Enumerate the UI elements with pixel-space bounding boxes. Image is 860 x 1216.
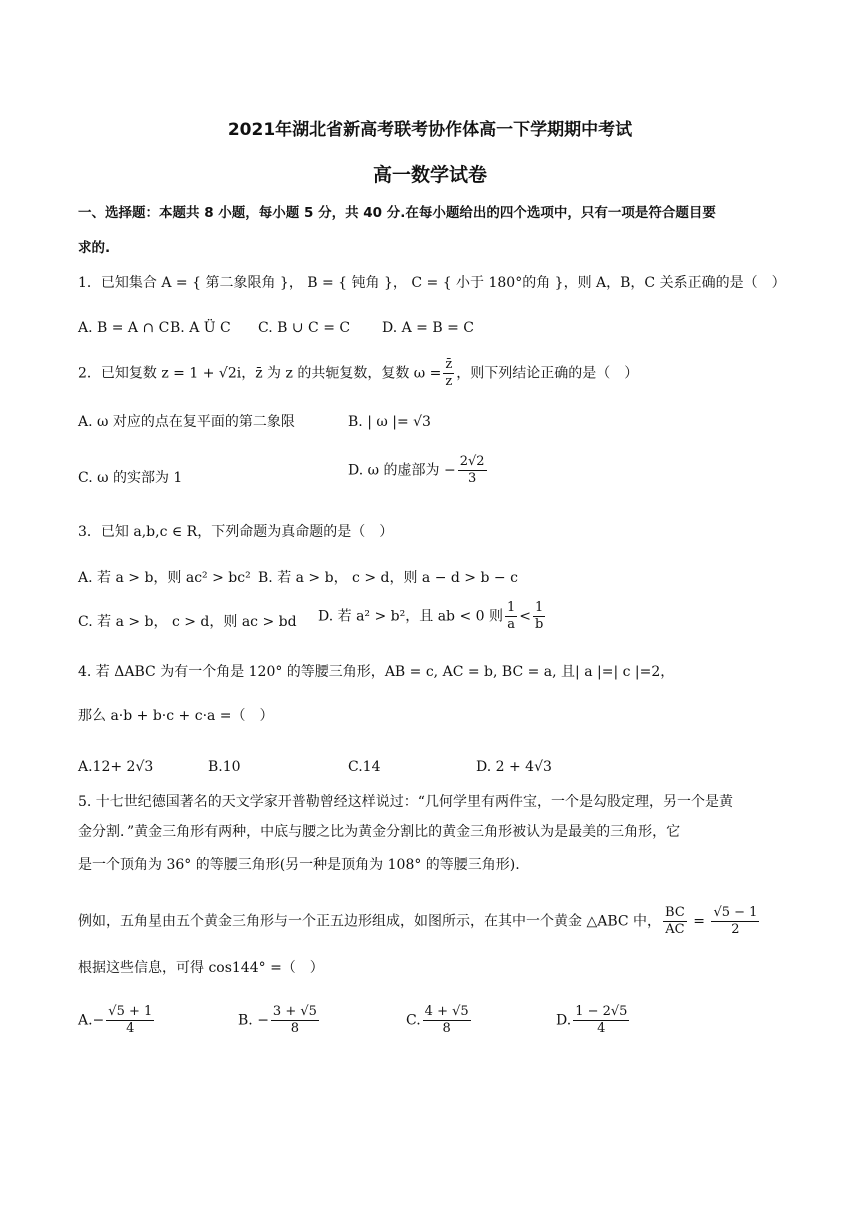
- option-d-fraction: [458, 454, 487, 487]
- question-5-line5: 根据这些信息，可得 cos144° =（ ）: [78, 960, 324, 976]
- fraction-numerator: √5 − 1: [713, 905, 758, 920]
- question-4-option-c: C.14: [348, 759, 381, 775]
- question-5-line4-text: 例如，五角星由五个黄金三角形与一个正五边形组成，如图所示，在其中一个黄金 △ABC 中，: [78, 913, 662, 930]
- question-5-option-d: [556, 1004, 631, 1037]
- question-5-option-c: [406, 1004, 473, 1037]
- question-4-stem-a: 4. 若 ΔABC 为有一个角是 120° 的等腰三角形，: [78, 664, 385, 680]
- question-2-stem-b: z̄ 为 z 的共轭复数，复数 ω =: [255, 365, 442, 382]
- fraction-numerator: 3 + √5: [272, 1004, 317, 1019]
- question-1-option-a: A. B = A ∩ C: [78, 320, 170, 336]
- question-1-option-d: D. A = B = C: [382, 320, 474, 336]
- question-3-option-c: C. 若 a > b， c > d，则 ac > bd: [78, 614, 297, 630]
- option-d-fraction-1: [505, 600, 517, 633]
- question-4-stem: [78, 662, 674, 682]
- question-5-line1: 5. 十七世纪德国著名的天文学家开普勒曾经这样说过：“几何学里有两件宝，一个是勾股定理，另一个是黄: [78, 794, 733, 810]
- question-5-line3: 是一个顶角为 36° 的等腰三角形(另一种是顶角为 108° 的等腰三角形).: [78, 857, 520, 873]
- fraction-numerator: 1: [535, 600, 544, 615]
- option-d-fraction-2: [533, 600, 545, 633]
- fraction-denominator: 2: [731, 922, 740, 937]
- option-d-text: D. 若 a² > b²，且 ab < 0 则: [318, 608, 503, 625]
- exam-title: 2021年湖北省新高考联考协作体高一下学期期中考试: [227, 120, 633, 140]
- less-than-sign: <: [519, 608, 532, 625]
- fraction-numerator: BC: [665, 905, 685, 920]
- option-label: A.−: [78, 1012, 105, 1029]
- fraction-denominator: b: [534, 617, 544, 632]
- fraction-numerator: √5 + 1: [108, 1004, 153, 1019]
- question-3-stem: 3．已知 a,b,c ∈ R，下列命题为真命题的是（ ）: [78, 524, 394, 540]
- fraction-denominator: z: [445, 374, 453, 389]
- option-fraction: [423, 1004, 471, 1037]
- question-2-option-a: A. ω 对应的点在复平面的第二象限: [78, 414, 295, 430]
- option-fraction: [271, 1004, 319, 1037]
- question-4-stem-b: AB = c, AC = b, BC = a, 且| a |=| c |=2，: [384, 664, 675, 680]
- question-1-option-b: B. A Ü C: [170, 320, 231, 336]
- fraction-numerator: 1: [507, 600, 516, 615]
- question-4-option-d: D. 2 + 4√3: [476, 759, 552, 775]
- question-2-stem-c: ，则下列结论正确的是（ ）: [456, 365, 639, 382]
- question-2-option-b: B. | ω |= √3: [348, 414, 431, 430]
- fraction-numerator: 1 − 2√5: [575, 1004, 628, 1019]
- question-3-option-a: A. 若 a > b，则 ac² > bc²: [78, 570, 251, 586]
- ratio-right-fraction: [711, 905, 759, 938]
- option-label: D.: [556, 1012, 572, 1029]
- section-heading-line1: 一、选择题：本题共 8 小题，每小题 5 分，共 40 分.在每小题给出的四个选项中，只有一项是符合题目要: [78, 205, 716, 221]
- question-5-option-b: [238, 1004, 321, 1037]
- option-fraction: [573, 1004, 629, 1037]
- fraction-denominator: 4: [126, 1021, 135, 1036]
- question-1-stem: 1．已知集合 A = { 第二象限角 }， B = { 钝角 }， C = { 小于 180°的角 }，则 A，B，C 关系正确的是（ ）: [78, 275, 786, 291]
- fraction-numerator: 2√2: [459, 454, 485, 469]
- question-4-stem-line2: 那么 a·b + b·c + c·a =（ ）: [78, 708, 274, 724]
- fraction-denominator: 8: [290, 1021, 300, 1036]
- question-3-option-d: [318, 600, 547, 633]
- option-label: C.: [406, 1012, 421, 1029]
- section-heading-line2: 求的.: [78, 240, 111, 256]
- fraction-numerator: z̄: [445, 357, 453, 372]
- question-5-line2: 金分割．”黄金三角形有两种，中底与腰之比为黄金分割比的黄金三角形被认为是最美的三角形，它: [78, 824, 681, 840]
- fraction-denominator: AC: [665, 922, 685, 937]
- question-5-line4: 例如，五角星由五个黄金三角形与一个正五边形组成，如图所示，在其中一个黄金 △ABC 中， $\frac{BC}{AC}$ = $\frac{√5 - 1}{2}$: [78, 905, 758, 937]
- question-2-option-c: C. ω 的实部为 1: [78, 470, 183, 486]
- exam-subtitle: 高一数学试卷: [372, 164, 487, 186]
- fraction-denominator: a: [507, 617, 516, 632]
- fraction-denominator: 3: [467, 471, 477, 486]
- question-4-option-b: B.10: [208, 759, 241, 775]
- fraction-denominator: 8: [442, 1021, 451, 1036]
- question-4-option-a: A.12+ 2√3: [78, 759, 154, 775]
- question-2-stem: [78, 357, 638, 390]
- fraction-denominator: 4: [597, 1021, 606, 1036]
- option-label: B. −: [238, 1012, 269, 1029]
- question-5-option-a: [78, 1004, 156, 1037]
- ratio-left-fraction: [663, 905, 687, 938]
- option-d-text: D. ω 的虚部为 −: [348, 462, 456, 479]
- question-1-option-c: C. B ∪ C = C: [258, 320, 351, 336]
- fraction-numerator: 4 + √5: [424, 1004, 469, 1019]
- question-3-option-b: B. 若 a > b， c > d，则 a − d > b − c: [258, 570, 518, 586]
- question-2-omega-fraction: [443, 357, 454, 390]
- question-2-stem-a: 2．已知复数 z = 1 + √2i，: [78, 365, 256, 382]
- option-fraction: [106, 1004, 154, 1037]
- question-2-option-d: [348, 454, 489, 487]
